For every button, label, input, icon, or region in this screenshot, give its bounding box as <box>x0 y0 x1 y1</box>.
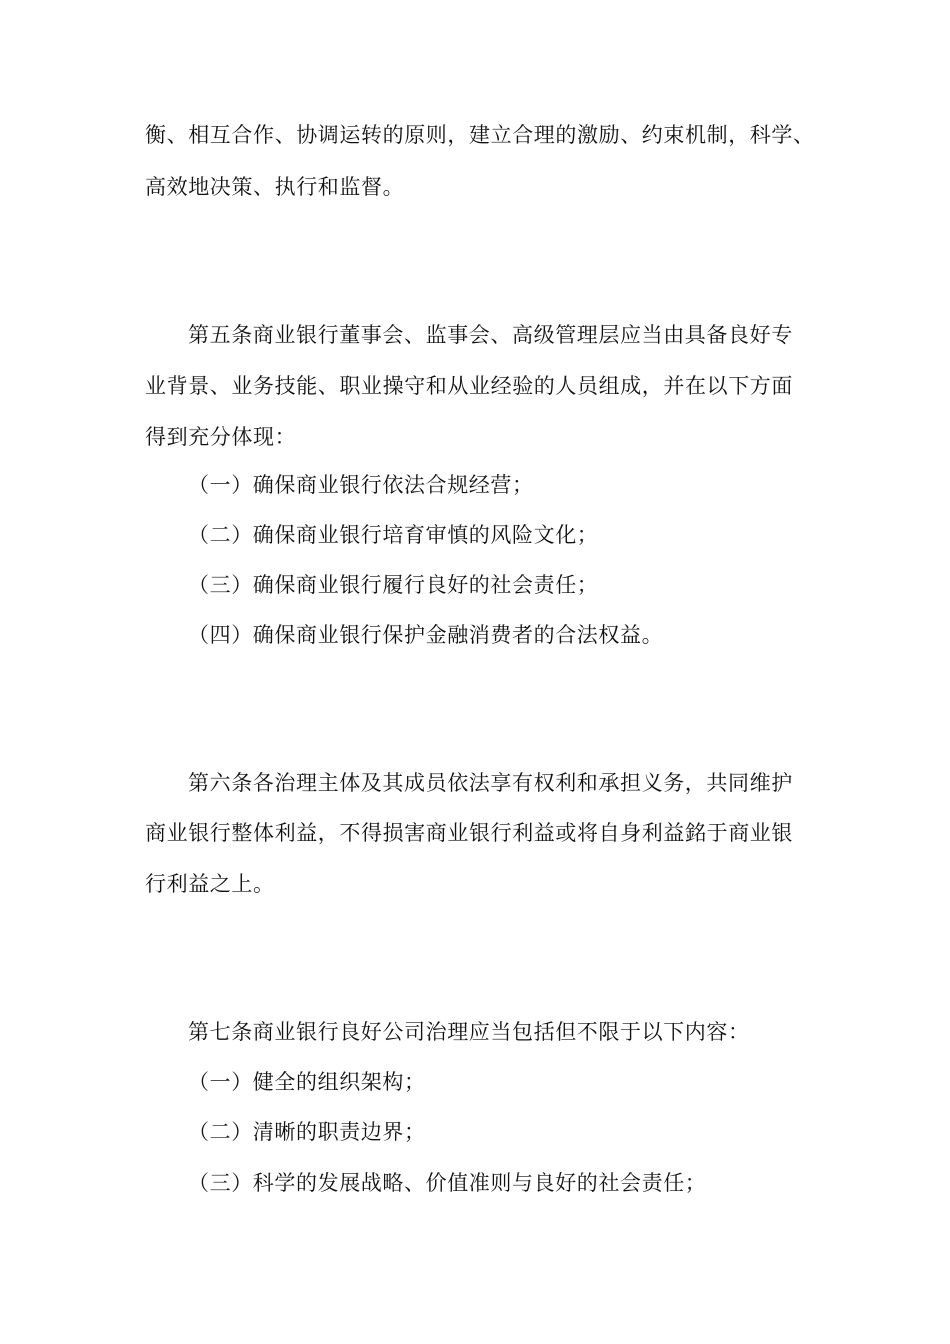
article5-item-2: （二）确保商业银行培育审慎的风险文化； <box>188 523 599 547</box>
article5-item-1: （一）确保商业银行依法合规经营； <box>188 473 534 497</box>
article5-item-4: （四）确保商业银行保护金融消费者的合法权益。 <box>188 623 664 647</box>
article6-line-1: 第六条各治理主体及其成员依法享有权利和承担义务，共同维护 <box>188 771 793 795</box>
article5-item-3: （三）确保商业银行履行良好的社会责任； <box>188 573 599 597</box>
article5-line-1: 第五条商业银行董事会、监事会、高级管理层应当由具备良好专 <box>188 323 793 347</box>
intro-line-2: 高效地决策、执行和监督。 <box>145 175 405 199</box>
article7-item-1: （一）健全的组织架构； <box>188 1070 426 1094</box>
article7-item-3: （三）科学的发展战略、价值准则与良好的社会责任； <box>188 1171 707 1195</box>
article6-line-3: 行利益之上。 <box>145 872 275 896</box>
intro-line-1: 衡、相互合作、协调运转的原则，建立合理的激励、约束机制，科学、 <box>145 123 815 147</box>
article5-line-2: 业背景、业务技能、职业操守和从业经验的人员组成，并在以下方面 <box>145 374 793 398</box>
article6-line-2: 商业银行整体利益，不得损害商业银行利益或将自身利益銘于商业银 <box>145 821 793 845</box>
article5-line-3: 得到充分体现： <box>145 425 297 449</box>
article7-item-2: （二）清晰的职责边界； <box>188 1120 426 1144</box>
article7-line-1: 第七条商业银行良好公司治理应当包括但不限于以下内容： <box>188 1020 750 1044</box>
